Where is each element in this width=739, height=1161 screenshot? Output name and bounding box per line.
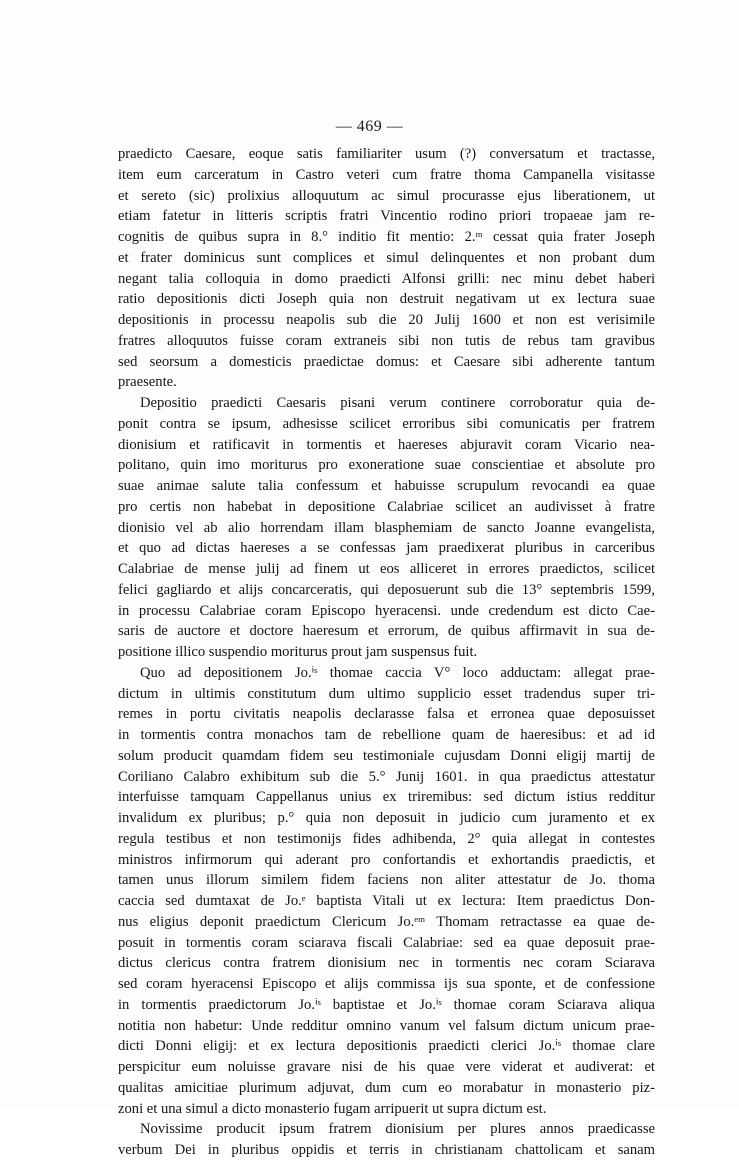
text-line: negant talia colloquia in domo praedicti Alfonsi grilli: nec minu debet haberi <box>118 270 655 287</box>
paragraph <box>118 144 655 393</box>
text-line: Novissime producit ipsum fratrem dionisium per plures annos praedicasse <box>140 1121 655 1138</box>
text-line: verbum Dei in pluribus oppidis et terris in christianam chattolicam et sanam <box>118 1142 655 1158</box>
text-line: regula testibus et non testimonijs fides adhibenda, 2° quia allegat in contestes <box>118 830 655 847</box>
text-line: in tormentis praedictorum Jo.ⁱˢ baptistae et Jo.ⁱˢ thomae coram Sciarava aliqua <box>118 996 655 1013</box>
paragraph <box>118 1119 655 1161</box>
text-line: zoni et una simul a dicto monasterio fugam arripuerit ut supra dictum est. <box>118 1100 547 1117</box>
text-line: caccia sed dumtaxat de Jo.ᵉ baptista Vitali ut ex lectura: Item praedictus Don- <box>118 893 655 909</box>
text-line: suae animae salute talia confessum et habuisse scrupulum revocandi ea quae <box>118 478 655 494</box>
text-line: in processu Calabriae coram Episcopo hyeracensi. unde credendum est dicto Cae- <box>118 602 655 619</box>
text-line: politano, quin imo moriturus pro exoneratione suae conscientiae et absolute pro <box>118 457 655 474</box>
text-line: nus eligius deponit praedictum Clericum Jo.ᵉᵐ Thomam retractasse ea quae de- <box>118 913 655 930</box>
text-line: et sereto (sic) prolixius alloquutum ac simul procurasse ejus liberationem, ut <box>118 187 655 204</box>
text-line: fratres alloquutos fuisse coram extraneis sibi non tutis de rebus tam gravibus <box>118 332 655 349</box>
text-line: dictus clericus contra fratrem dionisium nec in tormentis nec coram Sciarava <box>118 955 655 972</box>
text-line: pro certis non habebat in depositione Calabriae scilicet an audivisset à fratre <box>118 498 655 515</box>
text-line: saris de auctore et doctore haeresum et errorum, de quibus affirmavit in sua de- <box>118 623 655 640</box>
text-line: dicti Donni eligij: et ex lectura depositionis praedicti clerici Jo.ⁱˢ thomae clare <box>118 1038 655 1055</box>
text-line: solum producit quamdam fidem seu testimoniale cujusdam Donni eligij martij de <box>118 747 655 764</box>
text-line: ratio depositionis dicti Joseph quia non destruit negativam ut ex lectura suae <box>118 291 655 308</box>
text-line: et quo ad dictas haereses a se confessas jam praedixerat pluribus in carceribus <box>118 540 655 557</box>
text-line: tamen unus illorum similem fidem faciens non aliter attestatur de Jo. thoma <box>118 872 655 889</box>
text-line: etiam fatetur in litteris scriptis fratri Vincentio rodino priori tropaeae jam re- <box>118 208 655 225</box>
text-line: felici gagliardo et alijs concarceratis, qui deposuerunt sub die 13° septembris 1599, <box>118 581 655 598</box>
text-line: sed coram hyeracensi Episcopo et alijs commissa ijs sua sponte, et de confessione <box>118 976 655 992</box>
text-line: item eum carceratum in Castro veteri cum fratre thoma Campanella visitasse <box>118 166 655 183</box>
text-line: remes in portu civitatis neapolis declarasse falsa et erronea quae deposuisset <box>118 706 655 723</box>
text-line: positione illico suspendio moriturus prout jam suspensus fuit. <box>118 644 478 660</box>
text-line: in tormentis contra monachos tam de rebellione quam de haeresibus: et ad id <box>118 727 655 743</box>
body-text <box>118 144 655 1161</box>
text-line: perspicitur eum noluisse gravare nisi de his quae vere viderat et audiverat: et <box>118 1059 655 1075</box>
text-line: dionisium et ratificavit in tormentis et haereses abjuravit coram Vicario nea- <box>118 436 655 453</box>
text-line: dionisio vel ab alio horrendam illam blasphemiam de sancto Joanne evangelista, <box>118 519 655 536</box>
text-line: praedicto Caesare, eoque satis familiariter usum (?) conversatum et tractasse, <box>118 146 655 162</box>
page-number: — 469 — <box>335 118 404 135</box>
text-line: Calabriae de mense julij ad finem ut eos alliceret in errores praedictos, scilicet <box>118 561 655 577</box>
paragraph <box>118 393 655 663</box>
text-line: ministros infirmorum qui aderant pro confortandis et exhortandis praedictis, et <box>118 851 655 868</box>
text-line: Depositio praedicti Caesaris pisani verum continere corroboratur quia de- <box>140 395 655 411</box>
text-line: dictum in ultimis constitutum dum ultimo supplicio esset tradendus super tri- <box>118 685 655 702</box>
text-line: invalidum ex pluribus; p.° quia non deposuit in judicio cum juramento et ex <box>118 810 655 826</box>
text-line: notitia non habetur: Unde redditur omnino vanum vel falsum dictum unicum prae- <box>118 1017 655 1034</box>
text-line: cognitis de quibus supra in 8.° inditio fit mentio: 2.ᵐ cessat quia frater Joseph <box>118 229 655 245</box>
text-line: depositionis in processu neapolis sub die 20 Julij 1600 et non est verisimile <box>118 312 655 328</box>
text-line: et frater dominicus sunt complices et simul delinquentes et non probant dum <box>118 249 655 266</box>
paragraph <box>118 663 655 1120</box>
text-line: sed seorsum a domesticis praedictae domus: et Caesare sibi adherente tantum <box>118 353 655 370</box>
text-line: qualitas amicitiae plurimum adjuvat, dum cum eo morabatur in monasterio piz- <box>118 1079 655 1096</box>
text-line: praesente. <box>118 374 177 391</box>
text-line: Coriliano Calabro exhibitum sub die 5.° Junij 1601. in qua praedictus attestatur <box>118 768 655 785</box>
text-line: posuit in tormentis coram sciarava fiscali Calabriae: sed ea quae deposuit prae- <box>118 934 655 951</box>
text-line: interfuisse tamquam Cappellanus unius ex triremibus: sed dictum istius redditur <box>118 789 655 806</box>
text-line: ponit contra se ipsum, adhesisse scilicet erroribus sibi comunicatis per fratrem <box>118 415 655 432</box>
text-line: Quo ad depositionem Jo.ⁱˢ thomae caccia V° loco adductam: allegat prae- <box>140 664 655 681</box>
